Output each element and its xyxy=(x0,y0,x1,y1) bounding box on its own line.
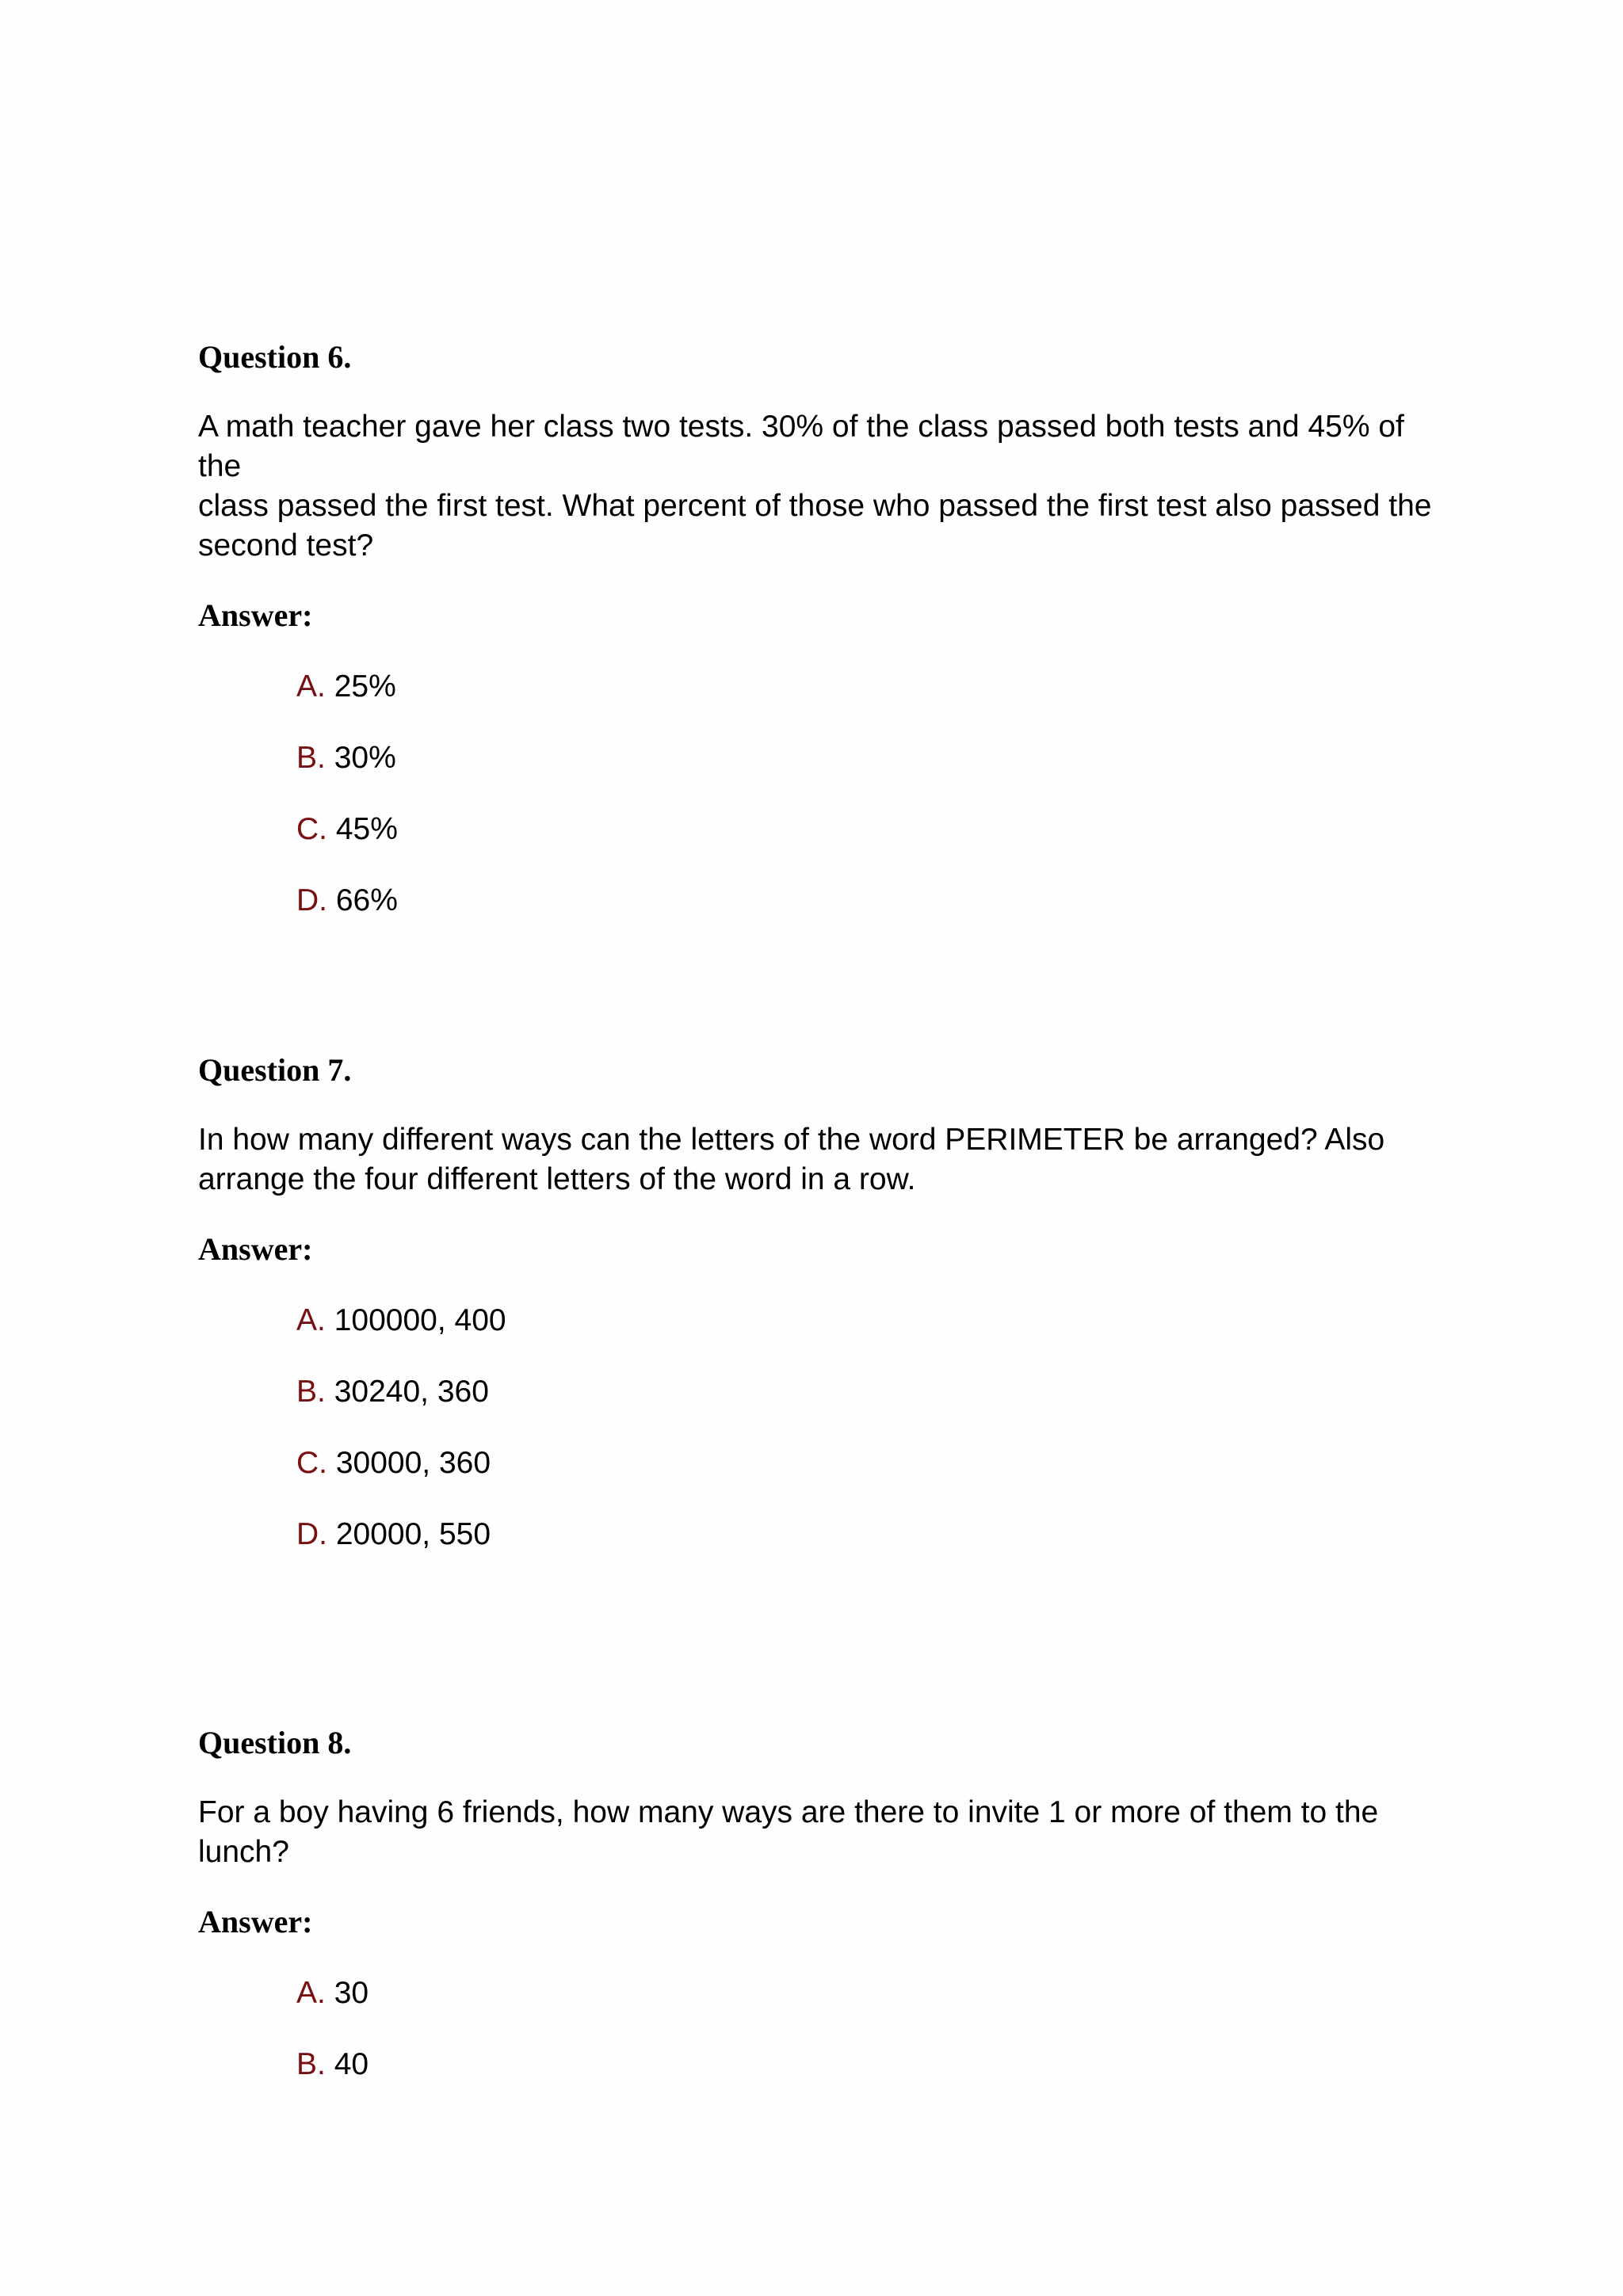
question-text xyxy=(198,407,1450,566)
option-value: 25% xyxy=(334,669,396,704)
option-value: 30 xyxy=(334,1976,369,2010)
option-letter: B. xyxy=(296,1375,326,1409)
options-list xyxy=(296,1301,1466,1554)
question-6 xyxy=(198,338,1466,952)
question-text-line: class passed the first test. What percent of those who passed the first test also passed the xyxy=(198,489,1432,523)
option-a[interactable] xyxy=(296,667,1466,707)
option-b[interactable] xyxy=(296,1372,1466,1412)
question-text-line: lunch? xyxy=(198,1835,289,1869)
option-c[interactable] xyxy=(296,810,1466,849)
option-value: 30000, 360 xyxy=(335,1446,491,1480)
question-title: Question 8. xyxy=(198,1725,352,1760)
option-letter: B. xyxy=(296,741,326,775)
question-text xyxy=(198,1120,1450,1199)
question-text-line: second test? xyxy=(198,528,374,563)
options-list xyxy=(296,1974,1466,2084)
option-letter: D. xyxy=(296,1517,327,1551)
question-text xyxy=(198,1793,1450,1872)
option-letter: A. xyxy=(296,1303,326,1337)
option-letter: B. xyxy=(296,2047,326,2081)
question-text-line: In how many different ways can the letters of the word PERIMETER be arranged? Also xyxy=(198,1123,1385,1157)
option-c[interactable] xyxy=(296,1444,1466,1483)
question-text-line: arrange the four different letters of the word in a row. xyxy=(198,1162,916,1196)
option-value: 30% xyxy=(334,741,396,775)
option-value: 40 xyxy=(334,2047,369,2081)
answer-label: Answer: xyxy=(198,1904,313,1939)
question-title: Question 7. xyxy=(198,1052,352,1088)
question-text-line: A math teacher gave her class two tests. 30% of the class passed both tests and 45% of the xyxy=(198,410,1404,483)
option-d[interactable] xyxy=(296,881,1466,921)
option-value: 20000, 550 xyxy=(335,1517,491,1551)
option-value: 45% xyxy=(335,812,398,846)
option-letter: A. xyxy=(296,1976,326,2010)
option-value: 66% xyxy=(335,883,398,917)
answer-label: Answer: xyxy=(198,1231,313,1267)
option-b[interactable] xyxy=(296,2045,1466,2084)
question-8 xyxy=(198,1723,1466,2116)
options-list xyxy=(296,667,1466,921)
option-a[interactable] xyxy=(296,1301,1466,1341)
question-7 xyxy=(198,1051,1466,1586)
option-letter: C. xyxy=(296,812,327,846)
option-d[interactable] xyxy=(296,1515,1466,1554)
question-title: Question 6. xyxy=(198,339,352,375)
option-letter: C. xyxy=(296,1446,327,1480)
document-page xyxy=(198,0,1466,2296)
option-letter: D. xyxy=(296,883,327,917)
option-letter: A. xyxy=(296,669,326,704)
option-b[interactable] xyxy=(296,738,1466,778)
option-a[interactable] xyxy=(296,1974,1466,2013)
answer-label: Answer: xyxy=(198,597,313,633)
option-value: 30240, 360 xyxy=(334,1375,489,1409)
option-value: 100000, 400 xyxy=(334,1303,506,1337)
question-text-line: For a boy having 6 friends, how many ways are there to invite 1 or more of them to the xyxy=(198,1795,1379,1829)
